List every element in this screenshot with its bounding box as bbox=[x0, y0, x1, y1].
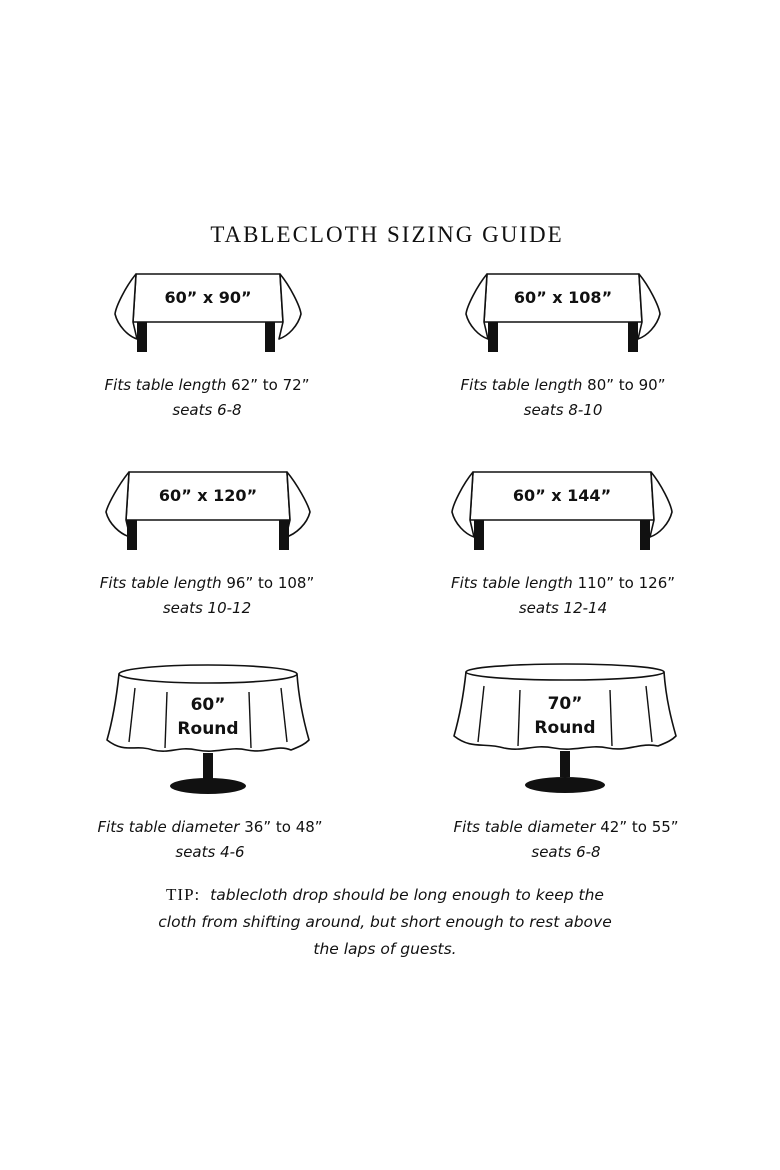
fit-range: 96” to 108” bbox=[226, 574, 315, 592]
fit-label: Fits table length bbox=[460, 376, 583, 394]
fit-range: 62” to 72” bbox=[231, 376, 310, 394]
size-label-top: 70” bbox=[547, 694, 583, 714]
table-leg-right bbox=[628, 322, 638, 352]
table-pedestal bbox=[203, 753, 213, 779]
table-leg-right bbox=[265, 322, 275, 352]
size-caption-60x120 bbox=[57, 571, 357, 621]
tablecloth-60x144-figure bbox=[449, 470, 675, 552]
size-label: 60” x 90” bbox=[164, 288, 252, 307]
tip-line-2: cloth from shifting around, but short enough to rest above bbox=[158, 913, 612, 931]
fit-label: Fits table length bbox=[450, 574, 573, 592]
table-leg-right bbox=[279, 520, 289, 550]
seats-text: seats 6-8 bbox=[172, 401, 242, 419]
seats-text: seats 6-8 bbox=[531, 843, 601, 861]
fit-label: Fits table length bbox=[99, 574, 222, 592]
fit-range: 36” to 48” bbox=[244, 818, 323, 836]
fit-label: Fits table length bbox=[104, 376, 227, 394]
tip-label: TIP: bbox=[166, 885, 201, 904]
size-caption-60-round bbox=[60, 815, 360, 865]
size-label-top: 60” bbox=[190, 695, 226, 715]
table-leg-left bbox=[488, 322, 498, 352]
fit-range: 80” to 90” bbox=[587, 376, 666, 394]
size-label: 60” x 120” bbox=[158, 486, 258, 505]
size-label: 60” x 144” bbox=[512, 486, 612, 505]
size-caption-60x144 bbox=[413, 571, 713, 621]
tablecloth-60x108-figure bbox=[463, 272, 663, 354]
rect-tablecloth-icon bbox=[452, 472, 672, 550]
seats-text: seats 8-10 bbox=[523, 401, 603, 419]
size-caption-70-round bbox=[416, 815, 716, 865]
table-leg-left bbox=[137, 322, 147, 352]
table-pedestal bbox=[560, 751, 570, 777]
tablecloth-60-round-figure bbox=[105, 662, 311, 796]
tablecloth-70-round-figure bbox=[452, 662, 678, 796]
seats-text: seats 10-12 bbox=[162, 599, 252, 617]
fit-range: 110” to 126” bbox=[577, 574, 676, 592]
tip-line-3: the laps of guests. bbox=[313, 940, 457, 958]
size-caption-60x90 bbox=[57, 373, 357, 423]
seats-text: seats 12-14 bbox=[518, 599, 608, 617]
table-base bbox=[525, 777, 605, 793]
rect-tablecloth-icon bbox=[115, 274, 301, 352]
seats-text: seats 4-6 bbox=[175, 843, 245, 861]
fit-label: Fits table diameter bbox=[453, 818, 596, 836]
size-label-bottom: Round bbox=[177, 719, 239, 739]
table-base bbox=[170, 778, 246, 794]
tip-text bbox=[90, 881, 680, 963]
size-label-bottom: Round bbox=[534, 718, 596, 738]
tablecloth-60x120-figure bbox=[103, 470, 313, 552]
table-leg-left bbox=[127, 520, 137, 550]
size-label: 60” x 108” bbox=[513, 288, 613, 307]
fit-label: Fits table diameter bbox=[97, 818, 240, 836]
size-caption-60x108 bbox=[413, 373, 713, 423]
page-title: TABLECLOTH SIZING GUIDE bbox=[210, 222, 564, 247]
table-leg-right bbox=[640, 520, 650, 550]
fit-range: 42” to 55” bbox=[600, 818, 679, 836]
table-leg-left bbox=[474, 520, 484, 550]
rect-tablecloth-icon bbox=[106, 472, 310, 550]
tip-line-1: tablecloth drop should be long enough to keep the bbox=[210, 886, 604, 904]
rect-tablecloth-icon bbox=[466, 274, 660, 352]
tablecloth-60x90-figure bbox=[112, 272, 304, 354]
